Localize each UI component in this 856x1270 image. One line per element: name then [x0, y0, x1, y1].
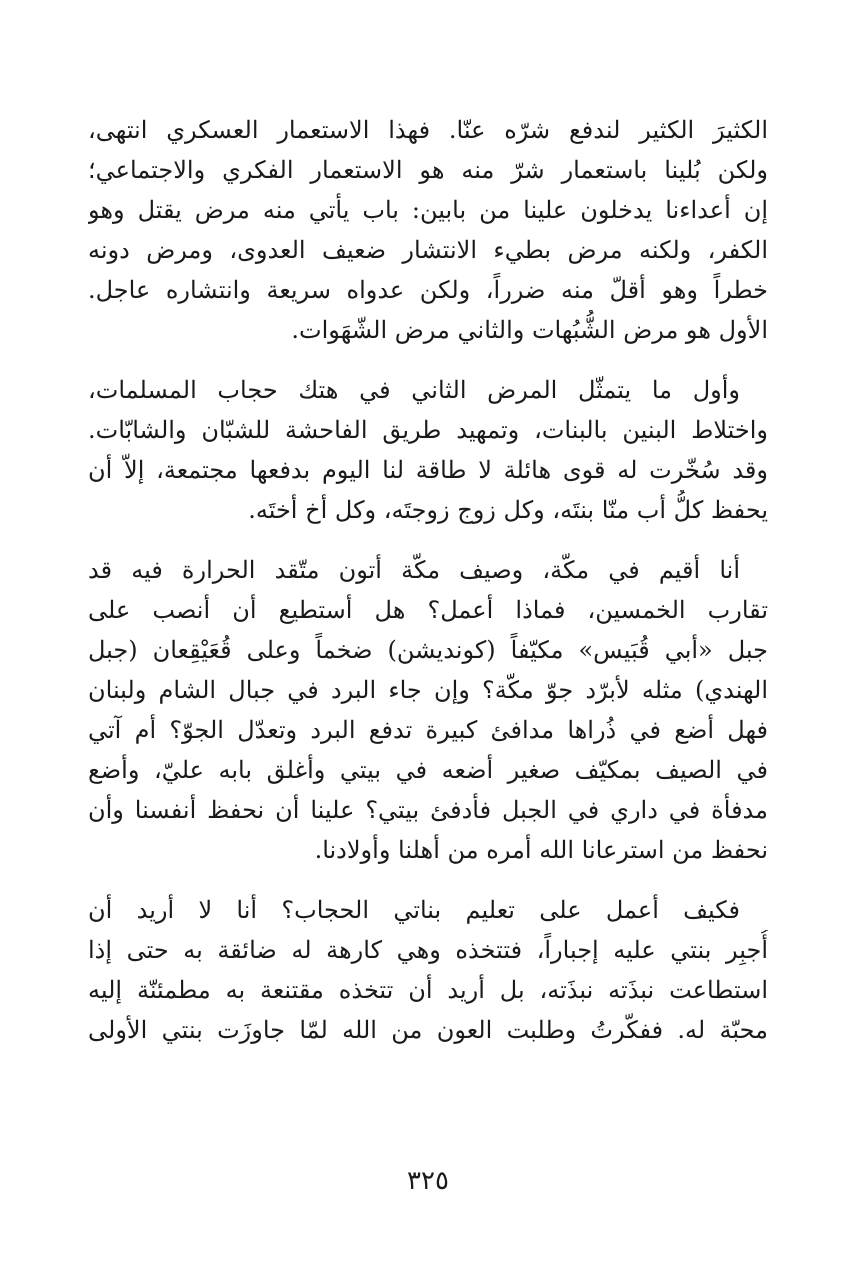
text-line: في الصيف بمكيّف صغير أضعه في بيتي وأغلق بابه عليّ، وأضع	[88, 756, 768, 784]
text-line: مدفأة في داري في الجبل فأدفئ بيتي؟ علينا أن نحفظ أنفسنا وأن	[88, 796, 768, 824]
text-line: الكفر، ولكنه مرض بطيء الانتشار ضعيف العدوى، ومرض دونه	[88, 236, 768, 264]
text-line: واختلاط البنين بالبنات، وتمهيد طريق الفاحشة للشبّان والشابّات.	[88, 416, 768, 444]
paragraph-4	[88, 890, 768, 1050]
paragraph-1	[88, 110, 768, 350]
text-line: الكثيرَ الكثير لندفع شرّه عنّا. فهذا الاستعمار العسكري انتهى،	[88, 116, 768, 144]
page-body	[88, 110, 768, 1070]
paragraph-2	[88, 370, 768, 530]
text-line: نحفظ من استرعانا الله أمره من أهلنا وأولادنا.	[314, 836, 768, 864]
text-line: استطاعت نبذَته نبذَته، بل أريد أن تتخذه مقتنعة به مطمئنّة إليه	[88, 976, 768, 1004]
text-line: خطراً وهو أقلّ منه ضرراً، ولكن عدواه سريعة وانتشاره عاجل.	[88, 276, 768, 304]
text-line: الأول هو مرض الشُّبُهات والثاني مرض الشّهَوات.	[291, 316, 768, 344]
paragraph-3	[88, 550, 768, 870]
text-line: محبّة له. ففكّرتُ وطلبت العون من الله لمّا جاوزَت بنتي الأولى	[88, 1016, 768, 1044]
text-line: الهندي) مثله لأبرّد جوّ مكّة؟ وإن جاء البرد في جبال الشام ولبنان	[88, 676, 768, 704]
text-line: أنا أقيم في مكّة، وصيف مكّة أتون متّقد الحرارة فيه قد	[88, 556, 740, 584]
text-line: تقارب الخمسين، فماذا أعمل؟ هل أستطيع أن أنصب على	[88, 596, 768, 624]
page-number: ٣٢٥	[407, 1166, 449, 1196]
text-line: فهل أضع في ذُراها مدافئ كبيرة تدفع البرد وتعدّل الجوّ؟ أم آتي	[88, 716, 768, 744]
text-line: يحفظ كلُّ أب منّا بنتَه، وكل زوج زوجتَه، وكل أخ أختَه.	[248, 496, 768, 524]
text-line: وقد سُخّرت له قوى هائلة لا طاقة لنا اليوم بدفعها مجتمعة، إلاّ أن	[88, 456, 768, 484]
text-line: وأول ما يتمثّل المرض الثاني في هتك حجاب المسلمات،	[88, 376, 740, 404]
text-line: أُجبِر بنتي عليه إجباراً، فتتخذه وهي كارهة له ضائقة به حتى إذا	[88, 936, 768, 964]
text-line: جبل «أبي قُبَيس» مكيّفاً (كونديشن) ضخماً وعلى قُعَيْقِعان (جبل	[88, 636, 768, 664]
text-line: ولكن بُلينا باستعمار شرّ منه هو الاستعمار الفكري والاجتماعي؛	[88, 156, 768, 184]
text-line: إن أعداءنا يدخلون علينا من بابين: باب يأتي منه مرض يقتل وهو	[88, 196, 768, 224]
text-line: فكيف أعمل على تعليم بناتي الحجاب؟ أنا لا أريد أن	[88, 896, 740, 924]
